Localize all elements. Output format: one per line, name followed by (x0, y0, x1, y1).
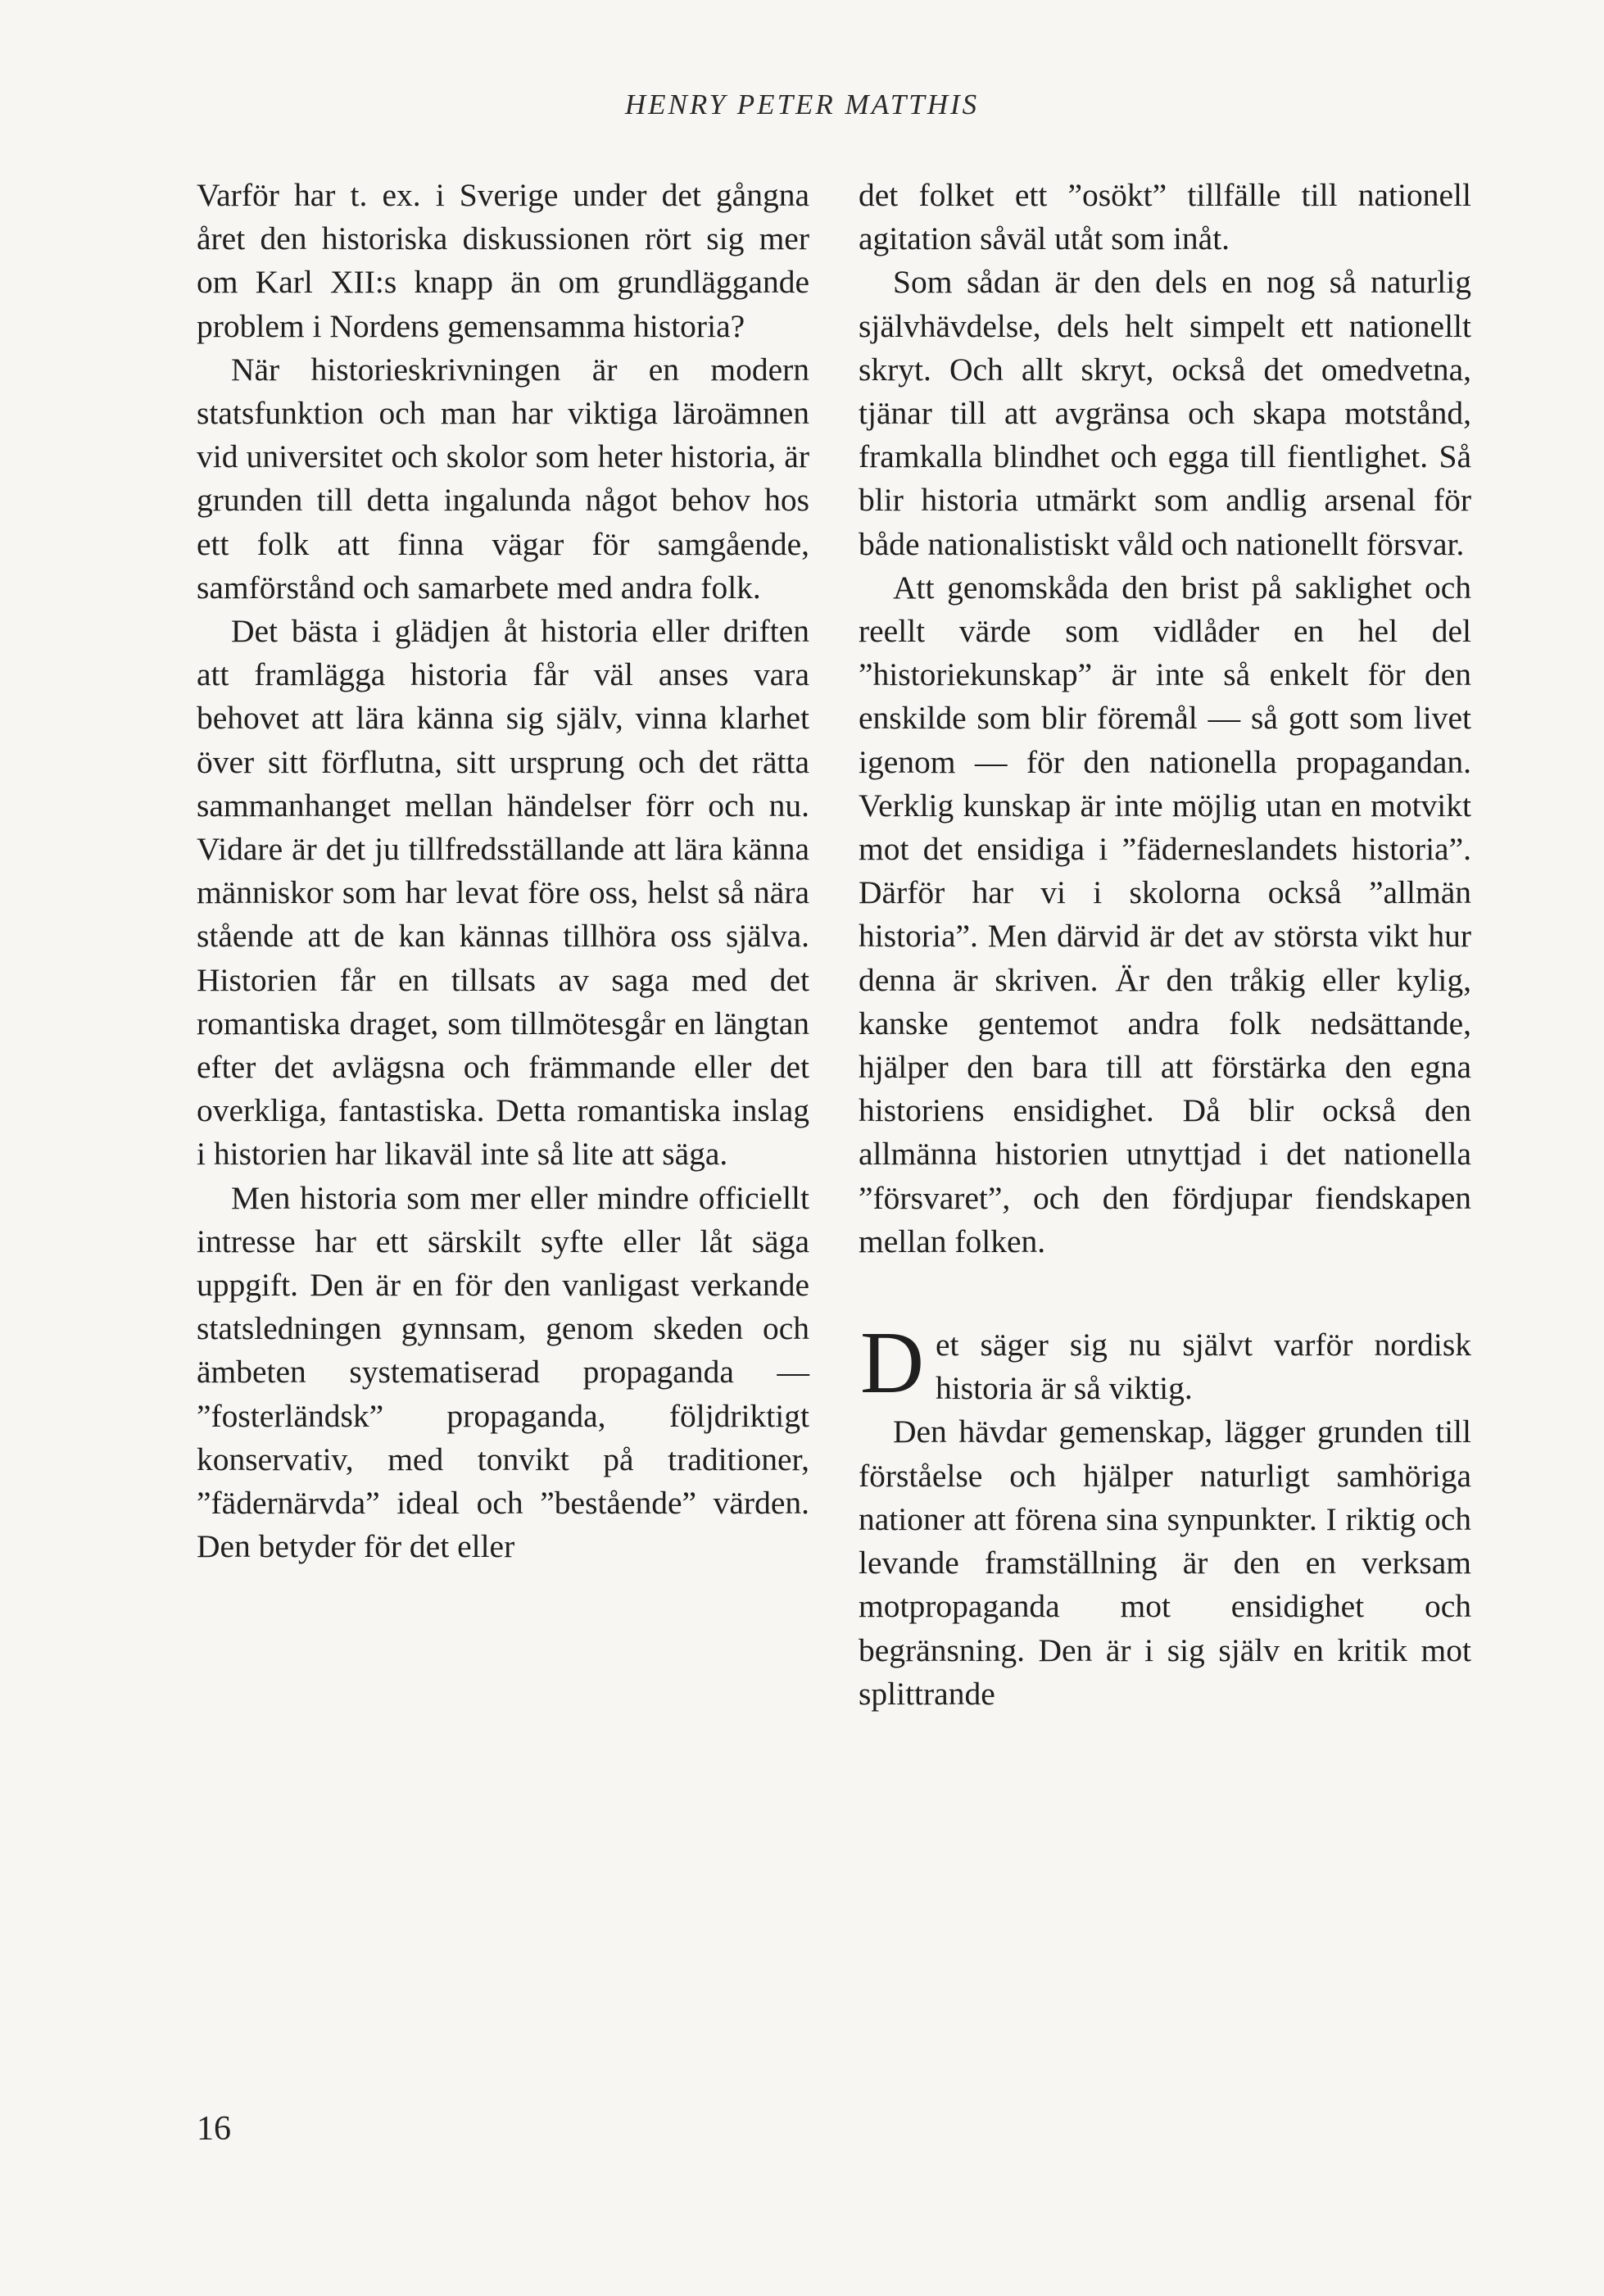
page-number: 16 (197, 2110, 231, 2148)
left-column (197, 174, 809, 1569)
body-paragraph: Men historia som mer eller mindre officiellt intresse har ett särskilt syfte eller låt säga uppgift. Den är en för den vanligast verkande statsledningen gynnsam, genom skeden och ämbeten systematiserad propaganda — ”fosterländsk” propaganda, följdriktigt konservativ, med tonvikt på traditioner, ”fädernärvda” ideal och ”bestående” värden. Den betyder för det eller (197, 1179, 809, 1565)
section-opening-paragraph (859, 1314, 1471, 1413)
body-paragraph: Att genomskåda den brist på saklighet och reellt värde som vidlåder en hel del ”historiekunskap” är inte så enkelt för den enskilde som blir föremål — så gott som livet igenom — för den nationella propagandan. Verklig kunskap är inte möjlig utan en motvikt mot det ensidiga i ”fäderneslandets historia”. Därför har vi i skolorna också ”allmän historia”. Men därvid är det av största vikt hur denna är skriven. Är den tråkig eller kylig, kanske gentemot andra folk nedsättande, hjälper den bara till att förstärka den egna historiens ensidighet. Då blir också den allmänna historien utnyttjad i det nationella ”försvaret”, och den fördjupar fiendskapen mellan folken. (859, 569, 1471, 1259)
drop-cap: D (860, 1314, 924, 1413)
body-paragraph: Den hävdar gemenskap, lägger grunden till förståelse och hjälper naturligt samhöriga nationer att förena sina synpunkter. I riktig och levande framställning är den en verksam motpropaganda mot ensidighet och begränsning. Den är i sig själv en kritik mot splittrande (859, 1413, 1471, 1712)
body-paragraph: Varför har t. ex. i Sverige under det gångna året den historiska diskussionen rört sig mer om Karl XII:s knapp än om grundläggande problem i Nordens gemensamma historia? (197, 177, 809, 344)
body-paragraph: det folket ett ”osökt” tillfälle till nationell agitation såväl utåt som inåt. (859, 177, 1471, 257)
body-paragraph: När historieskrivningen är en modern statsfunktion och man har viktiga läroämnen vid universitet och skolor som heter historia, är grunden till detta ingalunda något behov hos ett folk att finna vägar för samgående, samförstånd och samarbete med andra folk. (197, 351, 809, 606)
running-head: HENRY PETER MATTHIS (624, 88, 980, 120)
body-paragraph: Som sådan är den dels en nog så naturlig självhävdelse, dels helt simpelt ett nationellt skryt. Och allt skryt, också det omedvetna, tjänar till att avgränsa och skapa motstånd, framkalla blindhet och egga till fientlighet. Så blir historia utmärkt som andlig arsenal för både nationalistiskt våld och nationellt försvar. (859, 264, 1471, 562)
right-column (859, 174, 1471, 1716)
body-paragraph: Det bästa i glädjen åt historia eller driften att framlägga historia får väl anses vara behovet att lära känna sig själv, vinna klarhet över sitt förflutna, sitt ursprung och det rätta sammanhanget mellan händelser förr och nu. Vidare är det ju tillfredsställande att lära känna människor som har levat före oss, helst så nära stående att de kan kännas tillhöra oss själva. Historien får en tillsats av saga med det romantiska draget, som tillmötesgår en längtan efter det avlägsna och främmande eller det overkliga, fantastiska. Detta romantiska inslag i historien har likaväl inte så lite att säga. (197, 613, 809, 1173)
section-opening-text: et säger sig nu självt varför nordisk historia är så viktig. (936, 1327, 1471, 1407)
section-break (859, 1264, 1471, 1323)
